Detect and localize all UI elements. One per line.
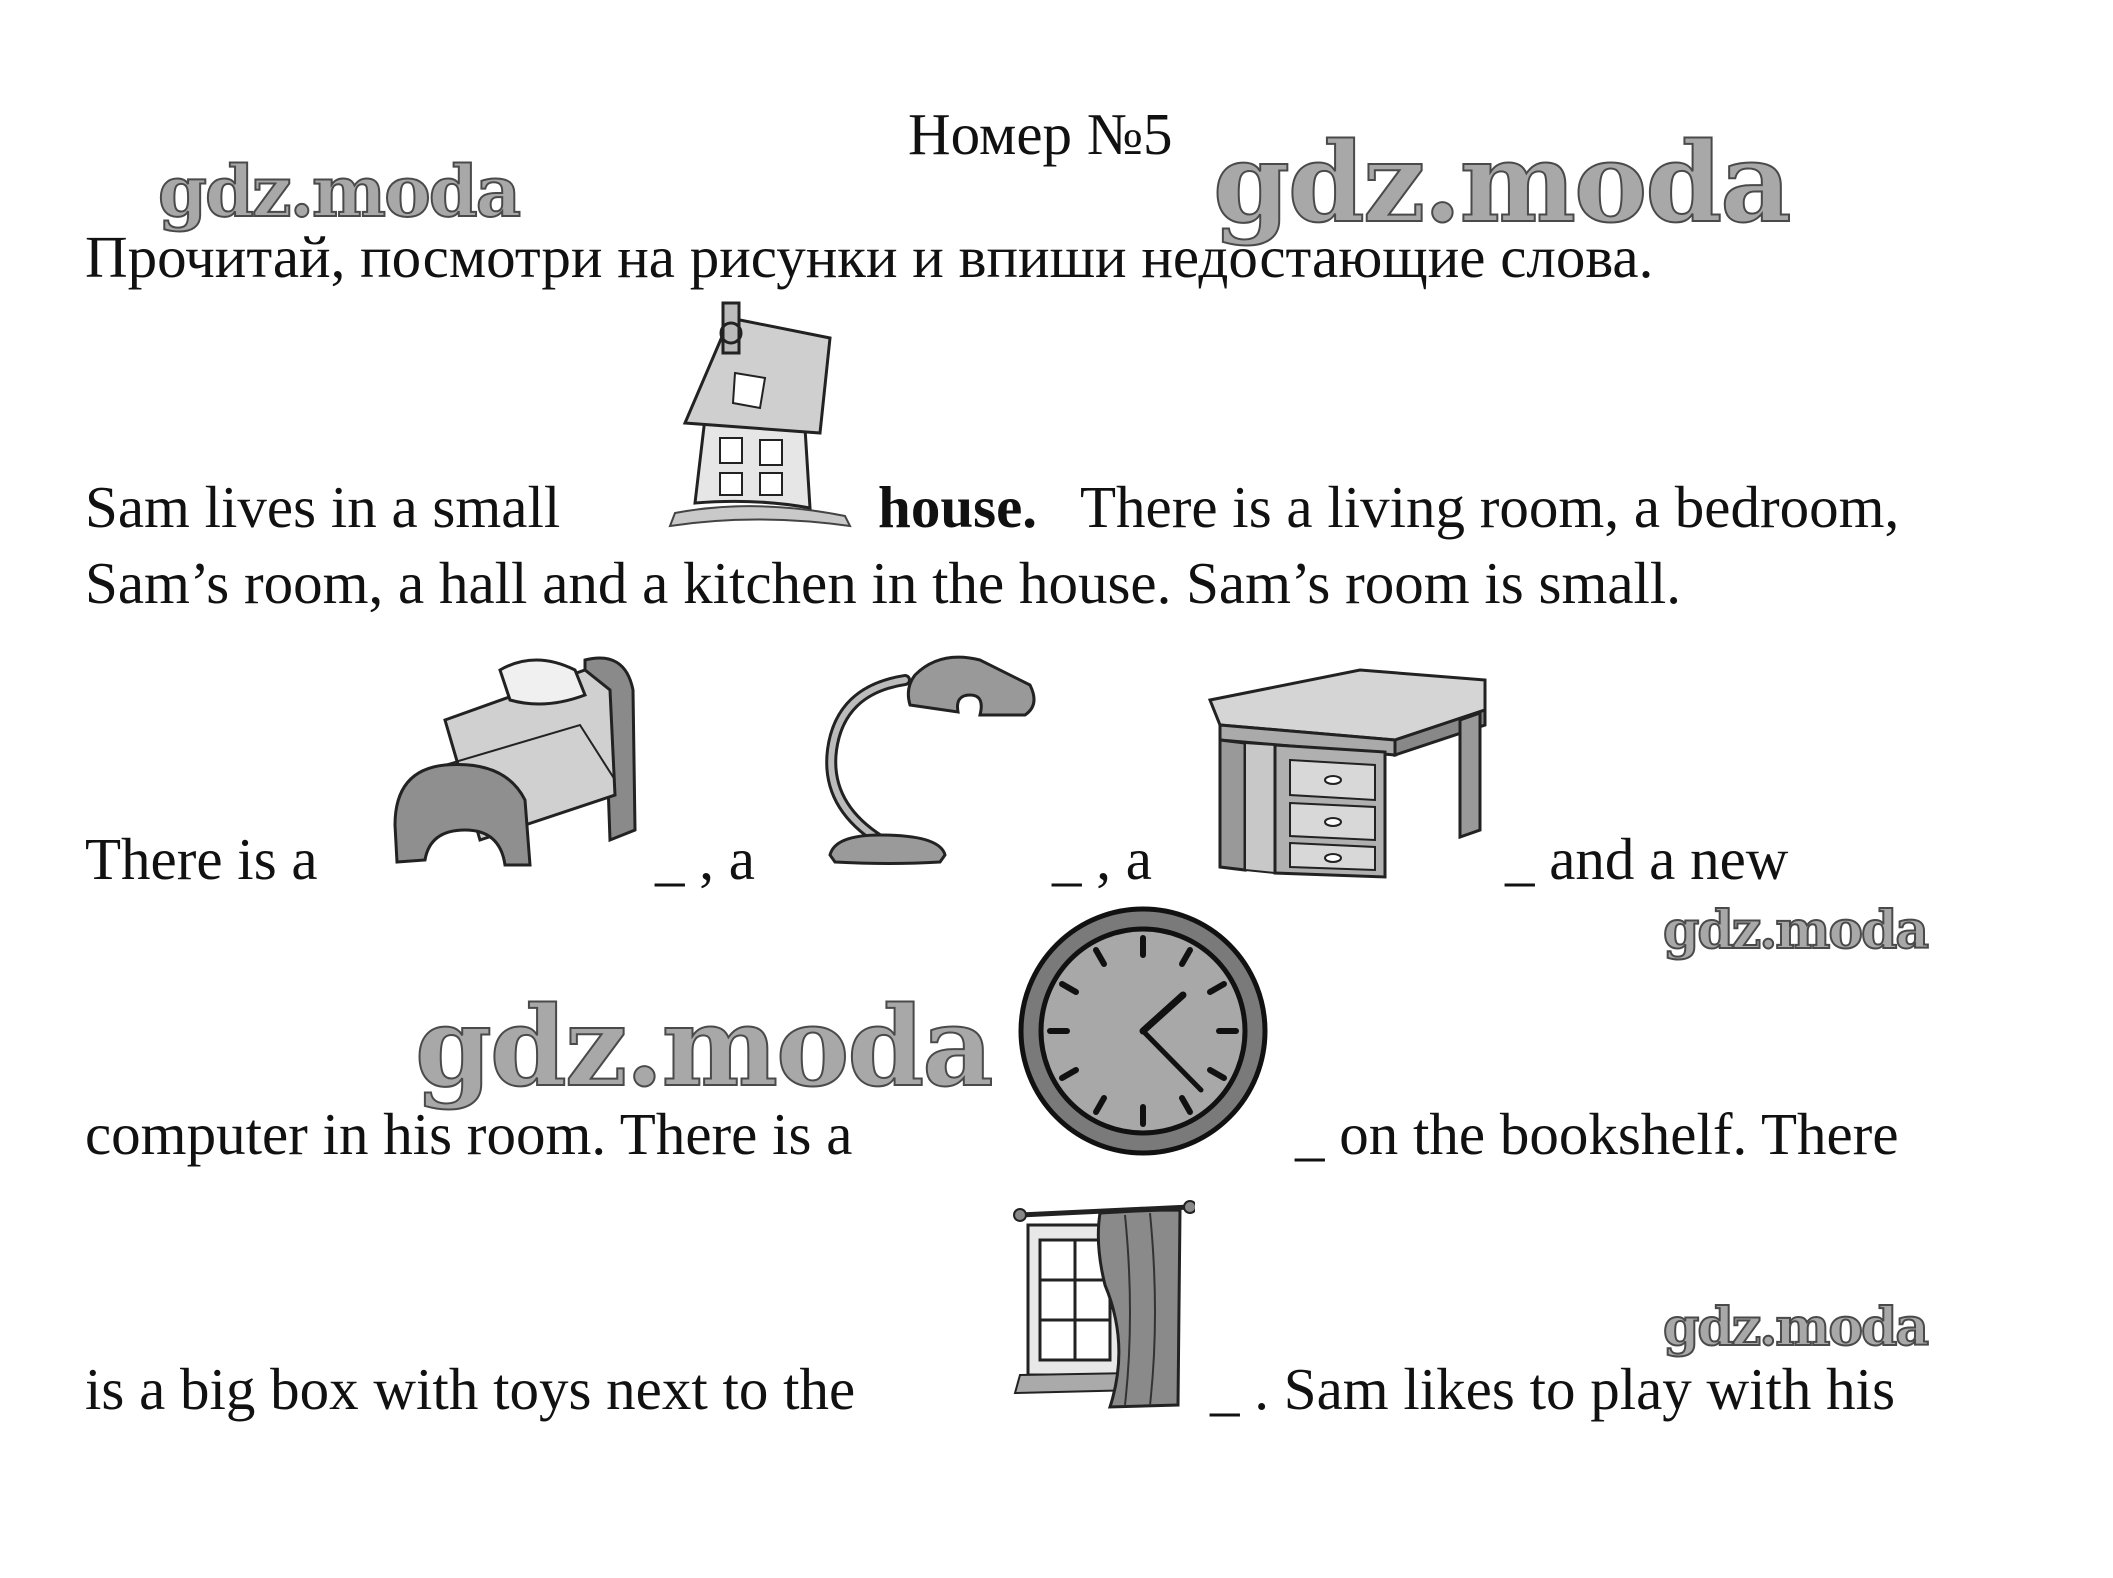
answer-house: house. — [878, 474, 1038, 540]
clock-picture — [1015, 900, 1270, 1162]
desk-picture — [1205, 655, 1490, 880]
line-1-start: Sam lives in a small — [85, 474, 561, 540]
line-2: Sam’s room, a hall and a kitchen in the house. Sam’s room is small. — [85, 550, 1682, 616]
blank-window: _ . Sam likes to play with his — [1210, 1356, 1896, 1422]
line-3-start: There is a — [85, 826, 318, 892]
lamp-picture — [810, 640, 1040, 870]
page-title: Номер №5 — [908, 101, 1173, 167]
watermark-logo: gdz.moda — [158, 150, 520, 233]
blank-clock: _ on the bookshelf. There — [1295, 1101, 1899, 1167]
blank-lamp: _ , a — [1052, 826, 1152, 892]
window-picture — [1010, 1195, 1195, 1415]
blank-bed: _ , a — [655, 826, 755, 892]
watermark-logo: gdz.moda — [1663, 900, 1928, 961]
line-1-end: There is a living room, a bedroom, — [1080, 474, 1900, 540]
line-5-start: is a big box with toys next to the — [85, 1356, 856, 1422]
line-4-start: computer in his room. There is a — [85, 1101, 853, 1167]
instruction-text: Прочитай, посмотри на рисунки и впиши недостающие слова. — [85, 224, 1654, 290]
watermark-logo: gdz.moda — [1663, 1297, 1928, 1358]
house-picture — [655, 298, 865, 533]
watermark-logo: gdz.moda — [415, 982, 992, 1111]
bed-picture — [385, 630, 645, 875]
watermark-logo: gdz.moda — [1213, 118, 1790, 247]
blank-desk: _ and a new — [1505, 826, 1789, 892]
